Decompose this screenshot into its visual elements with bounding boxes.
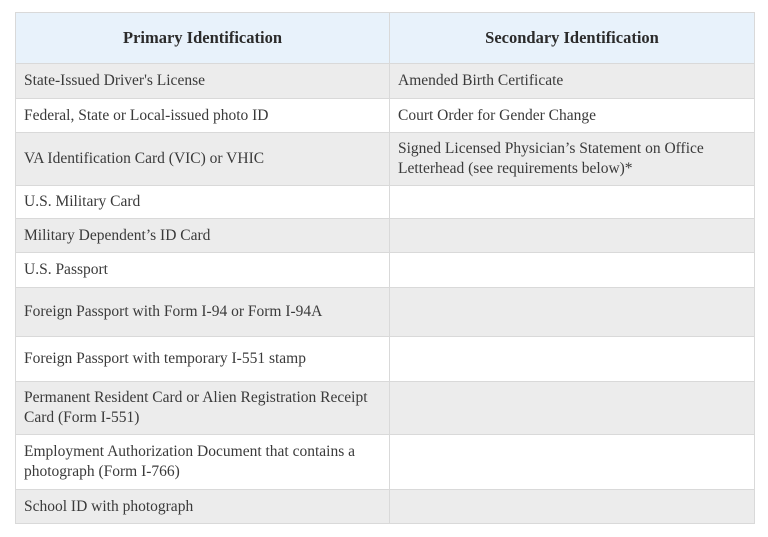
secondary-id-cell	[390, 337, 755, 382]
secondary-id-cell	[390, 382, 755, 435]
primary-id-cell: School ID with photograph	[16, 490, 390, 524]
primary-id-cell: Foreign Passport with Form I-94 or Form I-94A	[16, 288, 390, 337]
table-row	[16, 435, 755, 490]
primary-id-cell: U.S. Military Card	[16, 186, 390, 219]
header-primary-identification: Primary Identification	[16, 13, 390, 64]
table-row	[16, 186, 755, 219]
secondary-id-cell: Court Order for Gender Change	[390, 99, 755, 133]
primary-id-cell: State-Issued Driver's License	[16, 64, 390, 99]
table-row	[16, 490, 755, 524]
secondary-id-cell	[390, 186, 755, 219]
table-row	[16, 382, 755, 435]
primary-id-cell: Military Dependent’s ID Card	[16, 219, 390, 253]
secondary-id-cell	[390, 490, 755, 524]
table-row	[16, 337, 755, 382]
primary-id-cell: VA Identification Card (VIC) or VHIC	[16, 133, 390, 186]
primary-id-cell: Federal, State or Local-issued photo ID	[16, 99, 390, 133]
secondary-id-cell: Amended Birth Certificate	[390, 64, 755, 99]
secondary-id-cell: Signed Licensed Physician’s Statement on Office Letterhead (see requirements below)*	[390, 133, 755, 186]
primary-id-cell: Permanent Resident Card or Alien Registration Receipt Card (Form I-551)	[16, 382, 390, 435]
primary-id-cell: U.S. Passport	[16, 253, 390, 288]
primary-id-cell: Foreign Passport with temporary I-551 stamp	[16, 337, 390, 382]
table-row	[16, 99, 755, 133]
table-header-row	[16, 13, 755, 64]
table-row	[16, 253, 755, 288]
secondary-id-cell	[390, 253, 755, 288]
secondary-id-cell	[390, 219, 755, 253]
table-row	[16, 288, 755, 337]
header-secondary-identification: Secondary Identification	[390, 13, 755, 64]
table-row	[16, 64, 755, 99]
secondary-id-cell	[390, 288, 755, 337]
primary-id-cell: Employment Authorization Document that contains a photograph (Form I-766)	[16, 435, 390, 490]
table-row	[16, 133, 755, 186]
identification-table	[15, 12, 755, 524]
secondary-id-cell	[390, 435, 755, 490]
table-row	[16, 219, 755, 253]
